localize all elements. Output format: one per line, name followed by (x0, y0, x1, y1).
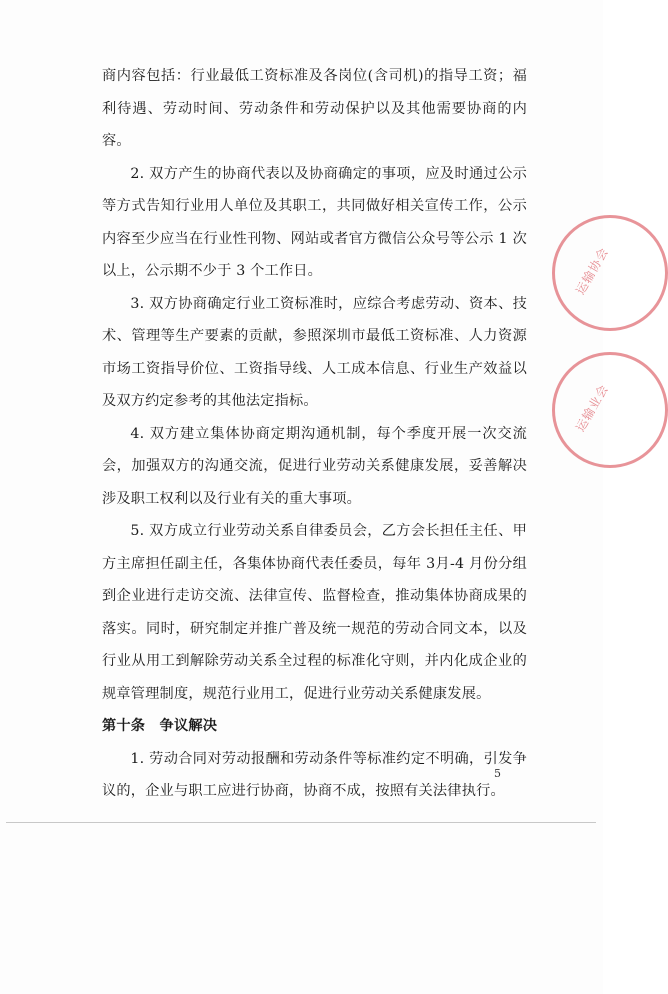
paragraph-article-10-item-1: 1. 劳动合同对劳动报酬和劳动条件等标准约定不明确，引发争议的，企业与职工应进行协商，协商不成，按照有关法律执行。 (102, 750, 527, 799)
document-body (102, 60, 527, 808)
paragraph-item-4: 4. 双方建立集体协商定期沟通机制，每个季度开展一次交流会，加强双方的沟通交流，促进行业劳动关系健康发展，妥善解决涉及职工权利以及行业有关的重大事项。 (102, 425, 527, 507)
page-divider (6, 822, 596, 823)
seal-stamp-icon (552, 215, 668, 331)
page-number: 5 (494, 767, 501, 780)
paragraph-item-2: 2. 双方产生的协商代表以及协商确定的事项，应及时通过公示等方式告知行业用人单位及其职工，共同做好相关宣传工作，公示内容至少应当在行业性刊物、网站或者官方微信公众号等公示 1 次以上，公示期不少于 3 个工作日。 (102, 165, 527, 279)
article-heading: 第十条 争议解决 (102, 718, 218, 734)
seal-stamp-text: 运输协会 (573, 244, 612, 297)
paragraph-item-3: 3. 双方协商确定行业工资标准时，应综合考虑劳动、资本、技术、管理等生产要素的贡献，参照深圳市最低工资标准、人力资源市场工资指导价位、工资指导线、人工成本信息、行业生产效益以及双方约定参考的其他法定指标。 (102, 295, 527, 409)
seal-stamp-icon (552, 352, 668, 468)
seal-stamp-text: 运输业会 (573, 381, 612, 434)
paragraph-continuation: 商内容包括：行业最低工资标准及各岗位(含司机)的指导工资；福利待遇、劳动时间、劳动条件和劳动保护以及其他需要协商的内容。 (102, 68, 527, 149)
paragraph-item-5: 5. 双方成立行业劳动关系自律委员会，乙方会长担任主任、甲方主席担任副主任，各集体协商代表任委员，每年 3月-4 月份分组到企业进行走访交流、法律宣传、监督检查，推动集体协商成果的落实。同时，研究制定并推广普及统一规范的劳动合同文本，以及行业从用工到解除劳动关系全过程的标准化守则，并内化成企业的规章管理制度，规范行业用工，促进行业劳动关系健康发展。 (102, 523, 527, 702)
